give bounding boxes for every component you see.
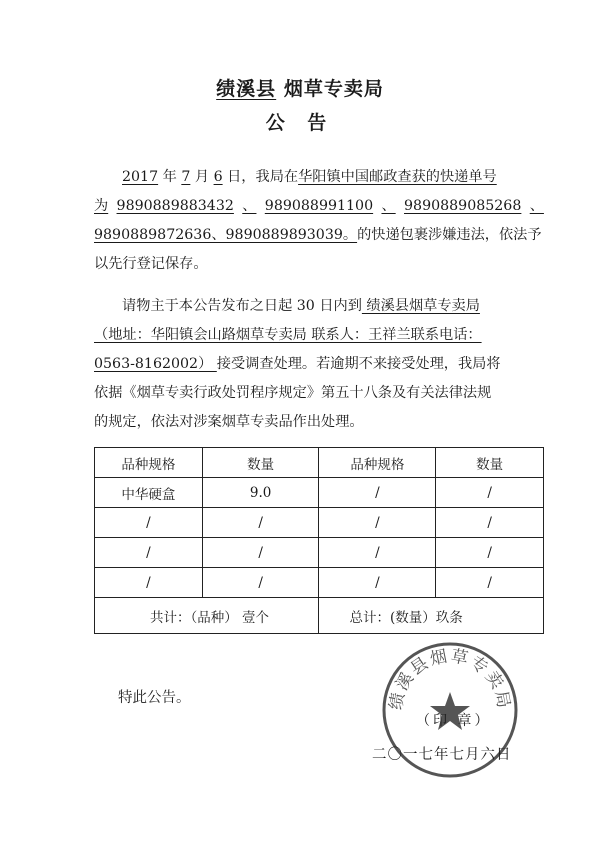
table-cell: /	[319, 568, 436, 598]
processing-text: 接受调查处理。若逾期不来接受处理，我局将	[216, 356, 501, 372]
header-cell: 品种规格	[95, 448, 203, 478]
day-suffix: 日，	[222, 169, 256, 185]
notice-date: 二〇一七年七月六日	[372, 747, 512, 763]
table-cell: /	[95, 568, 203, 598]
seizure-day: 6	[213, 169, 223, 185]
total-varieties: 共计：（品种） 壹个	[95, 598, 319, 634]
table-row	[95, 568, 544, 598]
bureau-name: 绩溪县烟草专卖局	[361, 298, 480, 314]
year-suffix: 年	[158, 169, 182, 185]
deadline-text: 请物主于本公告发布之日起 30 日内到	[122, 298, 362, 314]
tracking-separator: 、	[242, 198, 257, 214]
goods-table	[94, 447, 544, 634]
notice-heading: 公 告	[265, 112, 335, 134]
closing-text: 特此公告。	[118, 690, 191, 706]
table-cell: /	[319, 478, 436, 508]
tracking-number: 9890889085268	[404, 198, 522, 214]
contact-address: （地址：华阳镇会山路烟草专卖局 联系人：王祥兰联系电话：	[94, 327, 482, 343]
para2-line1	[94, 292, 544, 321]
tracking-separator: 、	[381, 198, 396, 214]
table-cell: /	[319, 508, 436, 538]
table-cell: /	[202, 568, 319, 598]
title-bureau: 烟草专卖局	[283, 78, 384, 100]
para2-line4: 依据《烟草专卖行政处罚程序规定》第五十八条及有关法律法规	[94, 385, 492, 401]
table-cell: /	[202, 538, 319, 568]
table-row	[95, 478, 544, 508]
table-cell: 中华硬盒	[95, 478, 203, 508]
tracking-number: 989088991100	[264, 198, 374, 214]
header-cell: 数量	[436, 448, 544, 478]
para2-line5: 的规定，依法对涉案烟草专卖品作出处理。	[94, 414, 364, 430]
tracking-numbers: 9890889872636、9890889893039。	[94, 227, 358, 243]
table-row	[95, 538, 544, 568]
intro-text: 我局在	[255, 169, 299, 185]
seal-label: （印 章）	[416, 713, 492, 729]
para1-line3	[94, 221, 544, 250]
tracking-prefix: 为	[94, 198, 109, 214]
seizure-location: 华阳镇中国邮政查获的	[298, 169, 440, 185]
seizure-month: 7	[181, 169, 191, 185]
total-quantity: 总计：(数量）玖条	[319, 598, 544, 634]
seal-text: 绩溪县烟草专卖局	[386, 646, 514, 712]
title-county: 绩溪县	[216, 78, 277, 100]
table-cell: /	[436, 508, 544, 538]
table-cell: /	[436, 568, 544, 598]
paragraph-instructions	[94, 292, 544, 437]
para1-line2	[94, 192, 544, 221]
header-cell: 数量	[202, 448, 319, 478]
suspicion-text: 的快递包裹涉嫌违法，依法予	[357, 227, 542, 243]
tracking-number: 9890889883432	[116, 198, 234, 214]
para1-line1	[94, 163, 544, 192]
table-cell: /	[95, 508, 203, 538]
table-cell: /	[319, 538, 436, 568]
seizure-year: 2017	[122, 169, 159, 185]
table-cell: 9.0	[202, 478, 319, 508]
table-cell: /	[436, 478, 544, 508]
table-cell: /	[436, 538, 544, 568]
tracking-separator: 、	[529, 198, 544, 214]
notice-title	[0, 74, 600, 101]
table-header-row	[95, 448, 544, 478]
para1-line4: 以先行登记保存。	[94, 256, 208, 272]
table-row	[95, 508, 544, 538]
month-suffix: 月	[190, 169, 214, 185]
table-total-row	[95, 598, 544, 634]
para2-line3	[94, 350, 544, 379]
table-cell: /	[95, 538, 203, 568]
header-cell: 品种规格	[319, 448, 436, 478]
paragraph-seizure	[94, 163, 544, 279]
table-cell: /	[202, 508, 319, 538]
tracking-label: 快递单号	[439, 169, 497, 185]
contact-phone: 0563-8162002）	[94, 356, 217, 372]
